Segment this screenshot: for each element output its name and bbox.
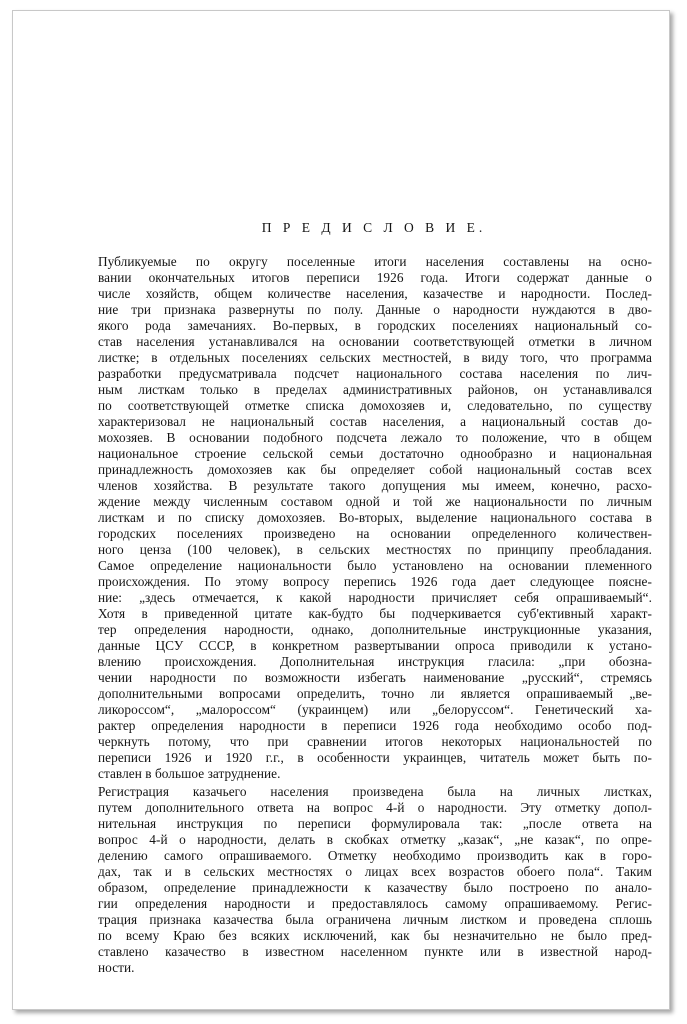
text-line: тер определения народности, однако, дополнительные инструкционные указания, — [98, 622, 652, 637]
text-line: став населения устанавливался на основании соответствующей отметки в личном — [98, 334, 652, 349]
text-line: ставлен в большое затруднение. — [98, 766, 281, 781]
text-line: ние: „здесь отмечается, к какой народности причисляет себя опрашиваемый“. — [98, 590, 652, 605]
text-line: числе хозяйств, общем количестве населения, казачестве и народности. Послед- — [98, 286, 652, 301]
text-line: членов хозяйства. В результате такого допущения мы имеем, конечно, расхо- — [98, 478, 652, 493]
text-line: городских поселениях произведено на основании определенного количествен- — [98, 526, 652, 541]
text-line: Самое определение национальности было установлено на основании племенного — [98, 558, 652, 573]
text-line: дах, так и в сельских местностях о лицах всех возрастов обоего пола“. Таким — [98, 864, 652, 879]
text-line: ликороссом“, „малороссом“ (украинцем) или „белоруссом“. Генетический ха- — [98, 702, 652, 717]
text-line: ставлено казачество в известном населенном пункте или в известной народ- — [98, 944, 652, 959]
text-line: Публикуемые по округу поселенные итоги населения составлены на осно- — [98, 254, 652, 269]
text-line: черкнуть потому, что при сравнении итогов некоторых национальностей по — [98, 734, 652, 749]
text-line: трация признака казачества была ограничена личным листком и проведена сплошь — [98, 912, 652, 927]
text-line: ного ценза (100 человек), в сельских местностях по принципу преобладания. — [98, 542, 652, 557]
text-line: переписи 1926 и 1920 г.г., в особенности украинцев, читатель может быть по- — [98, 750, 652, 765]
text-line: вании окончательных итогов переписи 1926 года. Итоги содержат данные о — [98, 270, 652, 285]
text-line: якого рода замечаниях. Во-первых, в городских поселениях национальный со- — [98, 318, 652, 333]
text-line: ности. — [98, 960, 135, 975]
text-line: листкам и по списку домохозяев. Во-вторых, выделение национального состава в — [98, 510, 652, 525]
text-line: вопрос 4-й о народности, делать в скобках отметку „казак“, „не казак“, по опре- — [98, 832, 652, 847]
text-line: ждение между численным составом одной и той же национальности по личным — [98, 494, 652, 509]
page-title: П Р Е Д И С Л О В И Е. — [261, 220, 487, 235]
paragraph-cossack-registration — [86, 784, 652, 976]
text-line: листке; в отдельных поселениях сельских местностей, в виду того, что программа — [98, 350, 652, 365]
text-line: по соответствующей отметке списка домохозяев и, следовательно, по существу — [98, 398, 652, 413]
text-line: нительная инструкция по переписи формулировала так: „после ответа на — [98, 816, 652, 831]
text-line: делению самого опрашиваемого. Отметку необходимо производить как в горо- — [98, 848, 652, 863]
text-line: Регистрация казачьего населения произведена была на личных листках, — [98, 784, 652, 799]
text-line: гии определения народности и предоставлялось самому опрашиваемому. Регис- — [98, 896, 652, 911]
text-line: происхождения. По этому вопросу перепись 1926 года дает следующее поясне- — [98, 574, 652, 589]
text-line: чении народности по возможности избегать наименование „русский“, стремясь — [98, 670, 652, 685]
text-line: национальное строение сельской семьи достаточно однообразно и национальная — [98, 446, 652, 461]
text-line: ным листкам только в пределах административных районов, он устанавливался — [98, 382, 652, 397]
text-line: Хотя в приведенной цитате как-будто бы подчеркивается суб'ективный характ- — [98, 606, 652, 621]
text-line: дополнительными вопросами определить, точно ли является опрашиваемый „ве- — [98, 686, 652, 701]
text-line: разработки предусматривала подсчет национального состава населения по лич- — [98, 366, 652, 381]
paragraph-population-nationality — [86, 254, 652, 782]
text-line: путем дополнительного ответа на вопрос 4-й о народности. Эту отметку допол- — [98, 800, 652, 815]
text-line: по всему Краю без всяких исключений, как бы незначительно не было пред- — [98, 928, 652, 943]
text-line: мохозяев. В основании подобного подсчета лежало то положение, что в общем — [98, 430, 652, 445]
text-line: ние три признака развернуты по полу. Данные о народности нуждаются в дво- — [98, 302, 652, 317]
text-line: образом, определение принадлежности к казачеству было построено по анало- — [98, 880, 652, 895]
text-line: характеризовал не национальный состав населения, а национальный состав до- — [98, 414, 652, 429]
text-line: принадлежность домохозяев как бы определяет собой национальный состав всех — [98, 462, 652, 477]
document-page — [86, 220, 652, 978]
text-line: рактер определения народности в переписи 1926 года необходимо особо под- — [98, 718, 652, 733]
text-line: данные ЦСУ СССР, в конкретном развертывании опроса приводили к устано- — [98, 638, 652, 653]
text-line: влению происхождения. Дополнительная инструкция гласила: „при обозна- — [98, 654, 652, 669]
